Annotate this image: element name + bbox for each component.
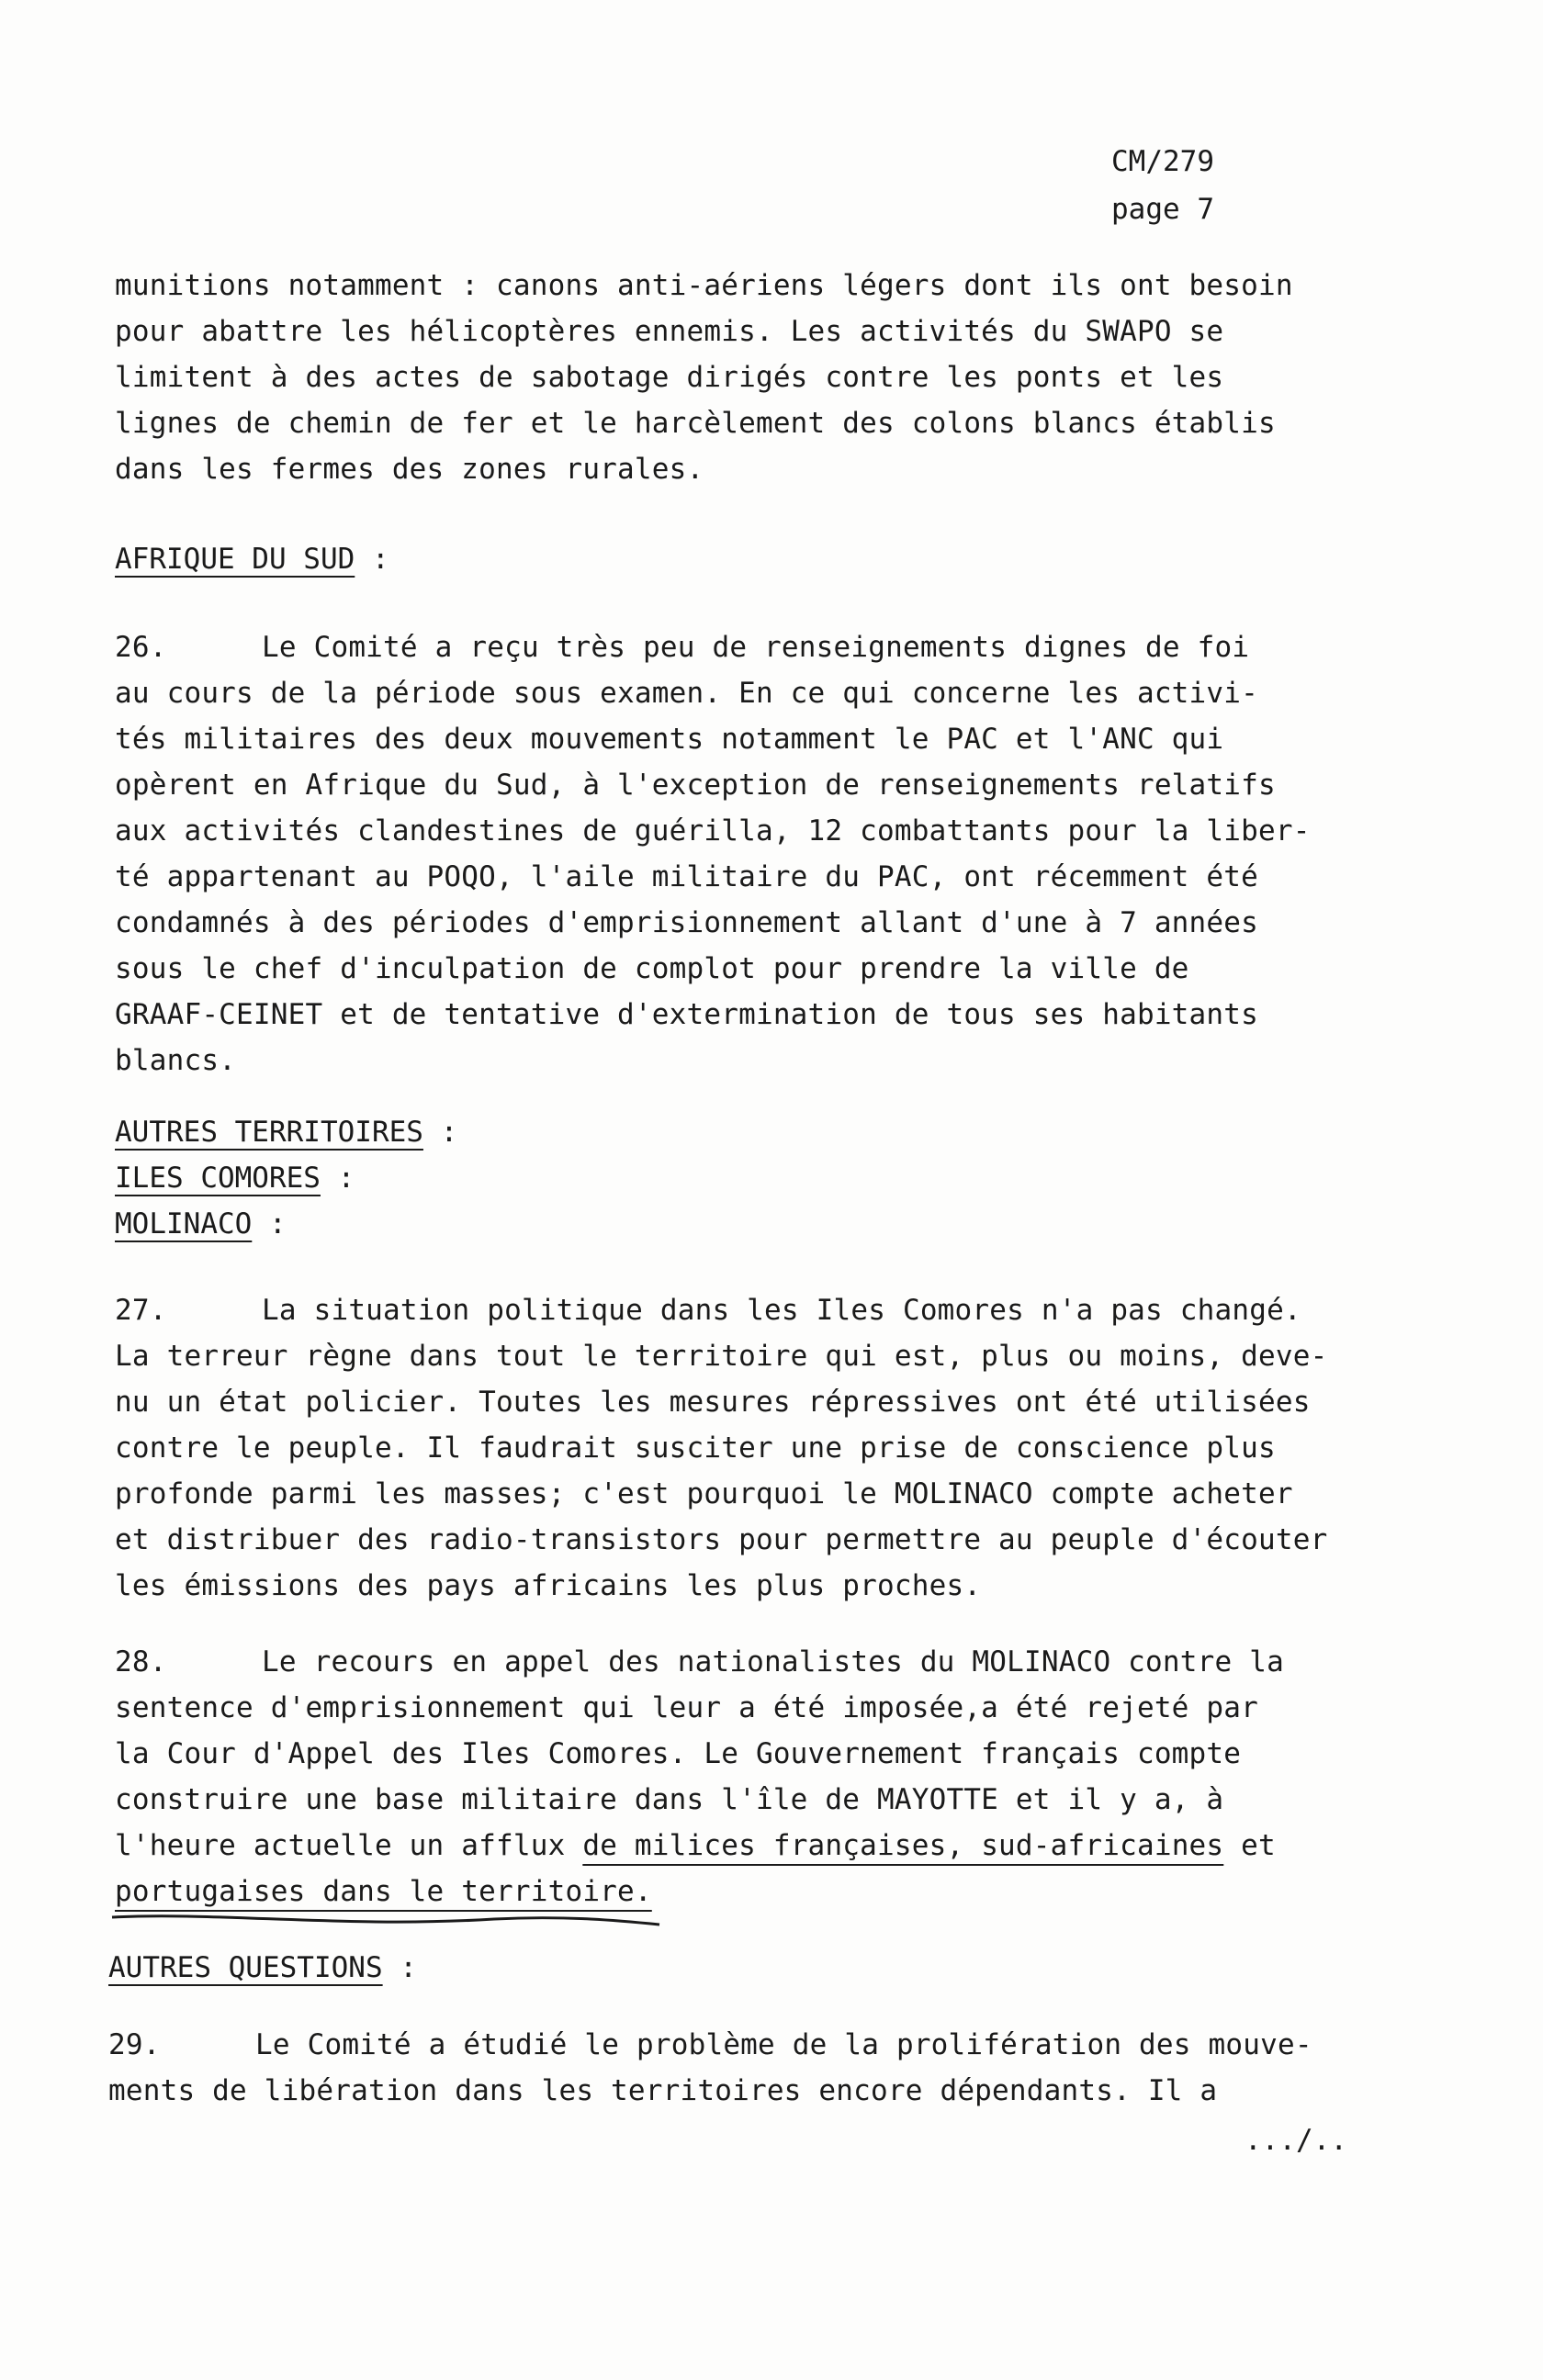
text-line: dans les fermes des zones rurales. [115,453,704,486]
text-line: GRAAF-CEINET et de tentative d'extermination de tous ses habitants [115,998,1258,1031]
paragraph-number: 29. [108,2028,161,2061]
text-line: opèrent en Afrique du Sud, à l'exception de renseignements relatifs [115,769,1276,802]
section-heading-afrique-du-sud [115,536,389,582]
text-line: nu un état policier. Toutes les mesures répressives ont été utilisées [115,1386,1311,1419]
text-line: blancs. [115,1044,237,1077]
paragraph-number: 27. [115,1294,167,1327]
paragraph-28 [115,1639,1437,1914]
heading-colon: : [355,543,389,576]
text-line: lignes de chemin de fer et le harcèlement des colons blancs établis [115,407,1276,440]
section-heading-autres-questions: AUTRES QUESTIONS : [108,1951,417,1984]
paragraph-number: 26. [115,631,167,664]
text-line: l'heure actuelle un afflux de milices françaises, sud-africaines et [115,1829,1276,1862]
document-reference: CM/279 [1111,145,1214,178]
text-line: sentence d'emprisionnement qui leur a été imposée,a été rejeté par [115,1691,1258,1724]
text-line: tés militaires des deux mouvements notamment le PAC et l'ANC qui [115,723,1224,756]
text-line: les émissions des pays africains les plus proches. [115,1569,982,1602]
text-line: condamnés à des périodes d'emprisionnement allant d'une à 7 années [115,906,1258,939]
text-line: 27. La situation politique dans les Iles Comores n'a pas changé. [115,1287,1437,1333]
heading-text: AFRIQUE DU SUD [115,543,355,576]
text-line: pour abattre les hélicoptères ennemis. Les activités du SWAPO se [115,315,1224,348]
paragraph-26 [115,624,1437,1083]
section-heading-molinaco: MOLINACO : [115,1207,287,1241]
text-line: munitions notamment : canons anti-aériens légers dont ils ont besoin [115,269,1293,302]
paragraph-continuation [115,263,1437,492]
document-header [1111,138,1350,233]
text-line: 28. Le recours en appel des nationalistes du MOLINACO contre la [115,1639,1437,1685]
text-line: contre le peuple. Il faudrait susciter une prise de conscience plus [115,1431,1276,1465]
handwritten-underline-text: portugaises dans le territoire. [115,1875,652,1908]
section-heading-autres-territoires: AUTRES TERRITOIRES : [115,1116,458,1149]
paragraph-27 [115,1287,1437,1609]
text-line: té appartenant au POQO, l'aile militaire du PAC, ont récemment été [115,860,1258,893]
text-line: 29. Le Comité a étudié le problème de la prolifération des mouve- [108,2022,1431,2068]
continuation-marker: .../.. [1245,2124,1347,2157]
text-line: construire une base militaire dans l'île de MAYOTTE et il y a, à [115,1783,1224,1816]
text-line: ments de libération dans les territoires encore dépendants. Il a [108,2074,1218,2107]
text-line: La terreur règne dans tout le territoire qui est, plus ou moins, deve- [115,1340,1328,1373]
section-heading-iles-comores: ILES COMORES : [115,1162,355,1195]
paragraph-number: 28. [115,1645,167,1678]
text-line: et distribuer des radio-transistors pour permettre au peuple d'écouter [115,1523,1328,1556]
handwritten-underline-text: de milices françaises, sud-africaines [582,1829,1224,1862]
text-line: aux activités clandestines de guérilla, 12 combattants pour la liber- [115,814,1311,848]
text-line: la Cour d'Appel des Iles Comores. Le Gouvernement français compte [115,1737,1242,1770]
text-line: limitent à des actes de sabotage dirigés contre les ponts et les [115,361,1224,394]
text-line: au cours de la période sous examen. En ce qui concerne les activi- [115,677,1258,710]
page-number: page 7 [1111,193,1214,226]
paragraph-29 [108,2022,1431,2114]
text-line: 26. Le Comité a reçu très peu de renseignements dignes de foi [115,624,1437,670]
handwritten-squiggle-mark [108,1908,678,1936]
text-line: sous le chef d'inculpation de complot pour prendre la ville de [115,952,1189,985]
text-line: profonde parmi les masses; c'est pourquoi le MOLINACO compte acheter [115,1477,1293,1510]
